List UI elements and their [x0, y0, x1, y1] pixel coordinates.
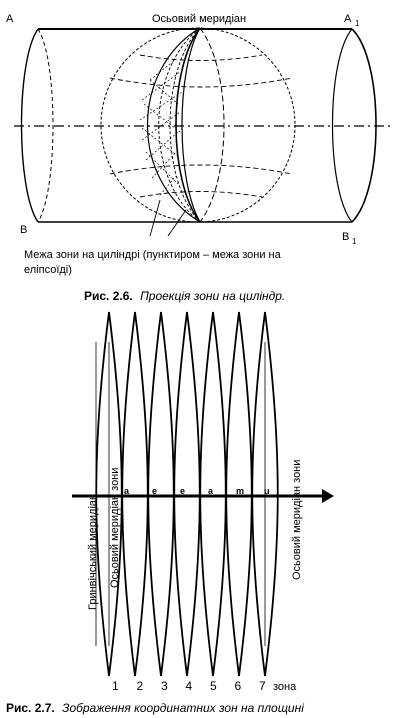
zone-number-1: 1 — [112, 679, 119, 693]
caption-fig-2-6 — [84, 289, 285, 303]
note-pointer — [150, 200, 160, 236]
label-b-right-sub: 1 — [352, 237, 357, 246]
ellipsoid-outline — [101, 28, 295, 222]
caption-fig-2-7-text: Зображення координатних зон на площині — [62, 701, 304, 715]
greenwich-meridian-label: Гринвічський меридіан — [87, 493, 99, 610]
zone-number-7: 7 — [259, 679, 266, 693]
caption-fig-2-6-text: Проекція зони на циліндр. — [140, 289, 286, 303]
label-a-right: A — [344, 13, 352, 25]
zone-lens-4 — [174, 312, 200, 676]
equator-letter: e — [152, 486, 158, 496]
equator-letter: m — [236, 486, 245, 496]
note-pointer-2 — [168, 210, 186, 236]
figure-cylinder-projection — [14, 28, 392, 236]
zone-boundary-ellipsoid-left — [159, 28, 200, 222]
label-a-right-sub: 1 — [355, 19, 360, 28]
axial-meridian-line — [176, 28, 200, 222]
parallel-upper — [110, 78, 292, 87]
parallel-upper-2 — [140, 55, 262, 61]
zone-number-5: 5 — [210, 679, 217, 693]
equator-arrowhead — [322, 489, 334, 503]
cylinder-note-line2: еліпсоїді) — [24, 264, 72, 276]
axial-meridian-line-back — [200, 28, 224, 222]
cylinder-note-line1: Межа зони на циліндрі (пунктиром – межа зони на — [24, 249, 281, 261]
zone-boundary-cylinder-right — [182, 28, 200, 222]
caption-fig-2-6-number: Рис. 2.6. — [84, 289, 133, 303]
axial-meridian-zone1-label: Осьовий меридіан зони — [109, 467, 121, 588]
equator-letter: a — [208, 486, 214, 496]
zone-number-6: 6 — [234, 679, 242, 693]
caption-fig-2-7-number: Рис. 2.7. — [6, 701, 55, 715]
equator-letter: e — [180, 486, 186, 496]
parallel-lower — [110, 165, 292, 174]
label-b-right: B — [342, 231, 350, 243]
label-a-left: A — [6, 13, 14, 25]
axial-meridian-zone7-label: Осьовий меридіан зони — [291, 459, 303, 580]
equator-letter: a — [124, 486, 130, 496]
label-b-left: B — [20, 224, 28, 236]
zone-number-3: 3 — [161, 679, 168, 693]
zone-number-4: 4 — [185, 679, 193, 693]
equator-letter: u — [264, 486, 270, 496]
caption-fig-2-7 — [6, 701, 304, 715]
axial-meridian-label: Осьовий меридіан — [152, 13, 247, 25]
zone-numbers — [112, 679, 266, 693]
zone-number-2: 2 — [136, 679, 144, 693]
zone-word: зона — [273, 681, 297, 693]
parallel-lower-2 — [140, 192, 262, 198]
